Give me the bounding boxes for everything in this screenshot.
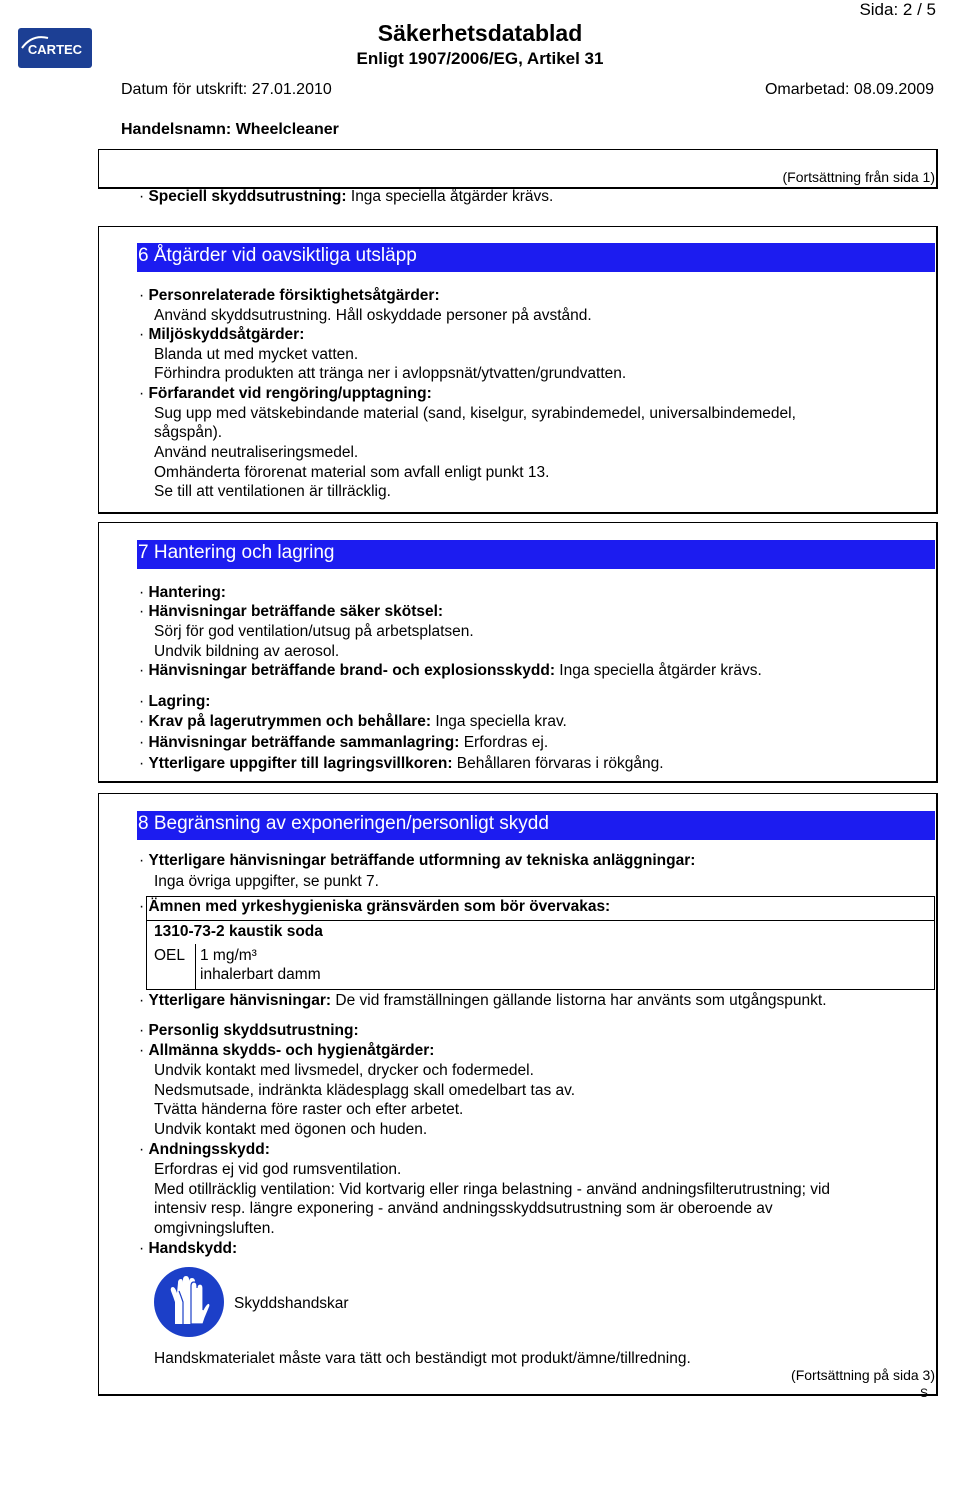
s8-text: Nedsmutsade, indränkta klädesplagg skall omedelbart tas av. <box>154 1082 576 1099</box>
s6-environmental: · Miljöskyddsåtgärder: <box>139 326 305 343</box>
s8-text: intensiv resp. längre exponering - använd andningsskyddsutrustning som är oberoende av <box>154 1200 773 1217</box>
print-date: Datum för utskrift: 27.01.2010 <box>121 81 332 98</box>
s8-text: Tvätta händerna före raster och efter arbetet. <box>154 1101 464 1118</box>
s8-text: Med otillräcklig ventilation: Vid kortvarig eller ringa belastning - använd andningsfilterutrustning; vid <box>154 1181 831 1198</box>
continued-to: (Fortsättning på sida 3) <box>791 1367 935 1383</box>
section-6-heading: 6 Åtgärder vid oavsiktliga utsläpp <box>137 243 935 272</box>
s6-text: Blanda ut med mycket vatten. <box>154 346 359 363</box>
document-title: Säkerhetsdatablad <box>377 20 583 46</box>
table-divider <box>146 920 935 921</box>
footer-mark: S <box>920 1386 929 1400</box>
s7-text: Sörj för god ventilation/utsug på arbetsplatsen. <box>154 623 474 640</box>
s7-handling: · Hantering: <box>139 584 226 601</box>
gloves-icon <box>153 1266 225 1338</box>
s8-further-info: · Ytterligare hänvisningar: De vid framställningen gällande listorna har använts som utgångspunkt. <box>139 992 827 1009</box>
s8-technical: · Ytterligare hänvisningar beträffande utformning av tekniska anläggningar: <box>139 852 696 869</box>
oel-note: inhalerbart damm <box>200 966 321 983</box>
s6-text: Förhindra produkten att tränga ner i avloppsnät/ytvatten/grundvatten. <box>154 365 627 382</box>
s8-general-hygiene: · Allmänna skydds- och hygienåtgärder: <box>139 1042 435 1059</box>
document-subtitle: Enligt 1907/2006/EG, Artikel 31 <box>356 49 604 68</box>
table-divider <box>195 944 196 990</box>
section-7-heading: 7 Hantering och lagring <box>137 540 935 569</box>
s7-joint-storage: · Hänvisningar beträffande sammanlagring: Erfordras ej. <box>139 734 549 751</box>
oel-label: OEL <box>154 947 186 964</box>
svg-text:CARTEC: CARTEC <box>27 42 83 57</box>
s7-storage: · Lagring: <box>139 693 211 710</box>
s6-text: sågspån). <box>154 424 223 441</box>
revision-date: Omarbetad: 08.09.2009 <box>764 81 934 98</box>
s7-storage-conditions: · Ytterligare uppgifter till lagringsvillkoren: Behållaren förvaras i rökgång. <box>139 755 664 772</box>
continued-from: (Fortsättning från sida 1) <box>782 169 935 185</box>
s8-text: Undvik kontakt med ögonen och huden. <box>154 1121 428 1138</box>
s6-text: Använd neutraliseringsmedel. <box>154 444 359 461</box>
special-protection: · Speciell skyddsutrustning: Inga speciella åtgärder krävs. <box>139 188 554 205</box>
s6-text: Sug upp med vätskebindande material (sand, kiselgur, syrabindemedel, universalbindemedel, <box>154 405 796 422</box>
trade-name: Handelsnamn: Wheelcleaner <box>121 121 339 138</box>
s8-personal-protection: · Personlig skyddsutrustning: <box>139 1022 359 1039</box>
s6-text: Använd skyddsutrustning. Håll oskyddade personer på avstånd. <box>154 307 592 324</box>
section-8-heading: 8 Begränsning av exponeringen/personligt skydd <box>137 811 935 840</box>
s8-text: Handskmaterialet måste vara tätt och beständigt mot produkt/ämne/tillredning. <box>154 1350 691 1367</box>
s6-cleanup: · Förfarandet vid rengöring/upptagning: <box>139 385 432 402</box>
s6-personal-precautions: · Personrelaterade försiktighetsåtgärder: <box>139 287 440 304</box>
substance-name: 1310-73-2 kaustik soda <box>154 923 323 940</box>
s8-text: Inga övriga uppgifter, se punkt 7. <box>154 873 379 890</box>
s8-text: omgivningsluften. <box>154 1220 275 1237</box>
s8-text: Erfordras ej vid god rumsventilation. <box>154 1161 402 1178</box>
s6-text: Se till att ventilationen är tillräcklig. <box>154 483 391 500</box>
s8-respiratory: · Andningsskydd: <box>139 1141 270 1158</box>
s8-text: Undvik kontakt med livsmedel, drycker och fodermedel. <box>154 1062 534 1079</box>
table-header: · Ämnen med yrkeshygieniska gränsvärden som bör övervakas: <box>139 898 611 915</box>
s7-text: Undvik bildning av aerosol. <box>154 643 340 660</box>
s7-safe-handling: · Hänvisningar beträffande säker skötsel: <box>139 603 444 620</box>
page-number: Sida: 2 / 5 <box>859 0 936 19</box>
glove-label: Skyddshandskar <box>234 1295 349 1312</box>
s7-storage-requirements: · Krav på lagerutrymmen och behållare: Inga speciella krav. <box>139 713 567 730</box>
s8-hand-protection: · Handskydd: <box>139 1240 238 1257</box>
oel-value: 1 mg/m³ <box>200 947 257 964</box>
s7-fire-protection: · Hänvisningar beträffande brand- och explosionsskydd: Inga speciella åtgärder krävs. <box>139 662 762 679</box>
s6-text: Omhänderta förorenat material som avfall enligt punkt 13. <box>154 464 550 481</box>
